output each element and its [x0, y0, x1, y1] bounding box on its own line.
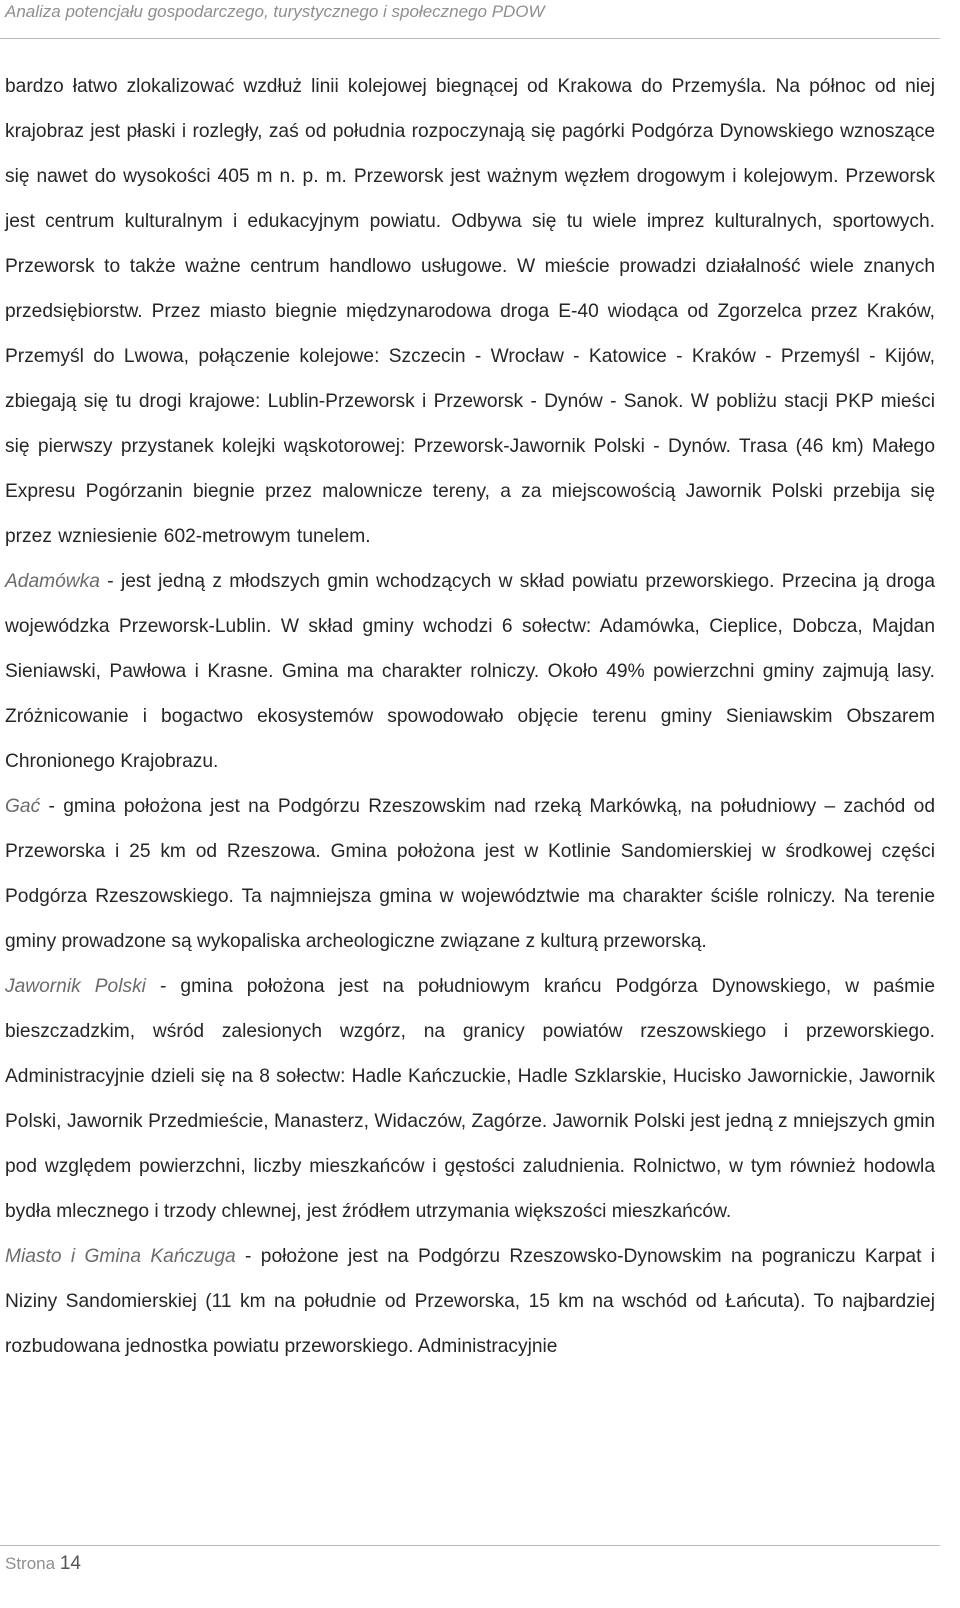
paragraph-adamowka-text: - jest jedną z młodszych gmin wchodzących w skład powiatu przeworskiego. Przecina ją droga wojewódzka Przeworsk-Lublin. W skład gminy wchodzi 6 sołectw: Adamówka, Cieplice, Dobcza, Majdan Sieniawski, Pawłowa i Krasne. Gmina ma charakter rolniczy. Około 49% powierzchni gminy zajmują lasy. Zróżnicowanie i bogactwo ekosystemów spowodowało objęcie terenu gminy Sieniawskim Obszarem Chronionego Krajobrazu. — [5, 571, 935, 772]
page-footer — [5, 1549, 81, 1579]
gmina-name-gac: Gać — [5, 796, 41, 817]
page-label: Strona — [5, 1554, 56, 1573]
paragraph-kanczuga-text: - położone jest na Podgórzu Rzeszowsko-Dynowskim na pograniczu Karpat i Niziny Sandomierskiej (11 km na południe od Przeworska, 15 km na wschód od Łańcuta). To najbardziej rozbudowana jednostka powiatu przeworskiego. Administracyjnie — [5, 1246, 936, 1357]
paragraph-adamowka — [5, 559, 935, 784]
document-body — [5, 64, 935, 1369]
paragraph-przeworsk: bardzo łatwo zlokalizować wzdłuż linii kolejowej biegnącej od Krakowa do Przemyśla. Na północ od niej krajobraz jest płaski i rozległy, zaś od południa rozpoczynają się pagórki Podgórza Dynowskiego wznoszące się nawet do wysokości 405 m n. p. m. Przeworsk jest ważnym węzłem drogowym i kolejowym. Przeworsk jest centrum kulturalnym i edukacyjnym powiatu. Odbywa się tu wiele imprez kulturalnych, sportowych. Przeworsk to także ważne centrum handlowo usługowe. W mieście prowadzi działalność wiele znanych przedsiębiorstw. Przez miasto biegnie międzynarodowa droga E-40 wiodąca od Zgorzelca przez Kraków, Przemyśl do Lwowa, połączenie kolejowe: Szczecin - Wrocław - Katowice - Kraków - Przemyśl - Kijów, zbiegają się tu drogi krajowe: Lublin-Przeworsk i Przeworsk - Dynów - Sanok. W pobliżu stacji PKP mieści się pierwszy przystanek kolejki wąskotorowej: Przeworsk-Jawornik Polski - Dynów. Trasa (46 km) Małego Expresu Pogórzanin biegnie przez malownicze tereny, a za miejscowością Jawornik Polski przebija się przez wzniesienie 602-metrowym tunelem. — [5, 76, 935, 547]
footer-divider — [0, 1545, 940, 1546]
page-number: 14 — [59, 1553, 81, 1574]
paragraph-jawornik — [5, 964, 935, 1234]
gmina-name-jawornik: Jawornik Polski — [5, 976, 146, 997]
running-header: Analiza potencjału gospodarczego, turystycznego i społecznego PDOW — [5, 2, 545, 21]
paragraph-gac — [5, 784, 935, 964]
paragraph-gac-text: - gmina położona jest na Podgórzu Rzeszowskim nad rzeką Markówką, na południowy – zachód od Przeworska i 25 km od Rzeszowa. Gmina położona jest w Kotlinie Sandomierskiej w środkowej części Podgórza Rzeszowskiego. Ta najmniejsza gmina w województwie ma charakter ściśle rolniczy. Na terenie gminy prowadzone są wykopaliska archeologiczne związane z kulturą przeworską. — [5, 796, 935, 952]
gmina-name-kanczuga: Miasto i Gmina Kańczuga — [5, 1246, 236, 1267]
paragraph-kanczuga — [5, 1234, 935, 1369]
header-divider — [0, 38, 940, 39]
gmina-name-adamowka: Adamówka — [5, 571, 100, 592]
paragraph-jawornik-text: - gmina położona jest na południowym krańcu Podgórza Dynowskiego, w paśmie bieszczadzkim, wśród zalesionych wzgórz, na granicy powiatów rzeszowskiego i przeworskiego. Administracyjnie dzieli się na 8 sołectw: Hadle Kańczuckie, Hadle Szklarskie, Hucisko Jawornickie, Jawornik Polski, Jawornik Przedmieście, Manasterz, Widaczów, Zagórze. Jawornik Polski jest jedną z mniejszych gmin pod względem powierzchni, liczby mieszkańców i gęstości zaludnienia. Rolnictwo, w tym również hodowla bydła mlecznego i trzody chlewnej, jest źródłem utrzymania większości mieszkańców. — [5, 976, 935, 1222]
